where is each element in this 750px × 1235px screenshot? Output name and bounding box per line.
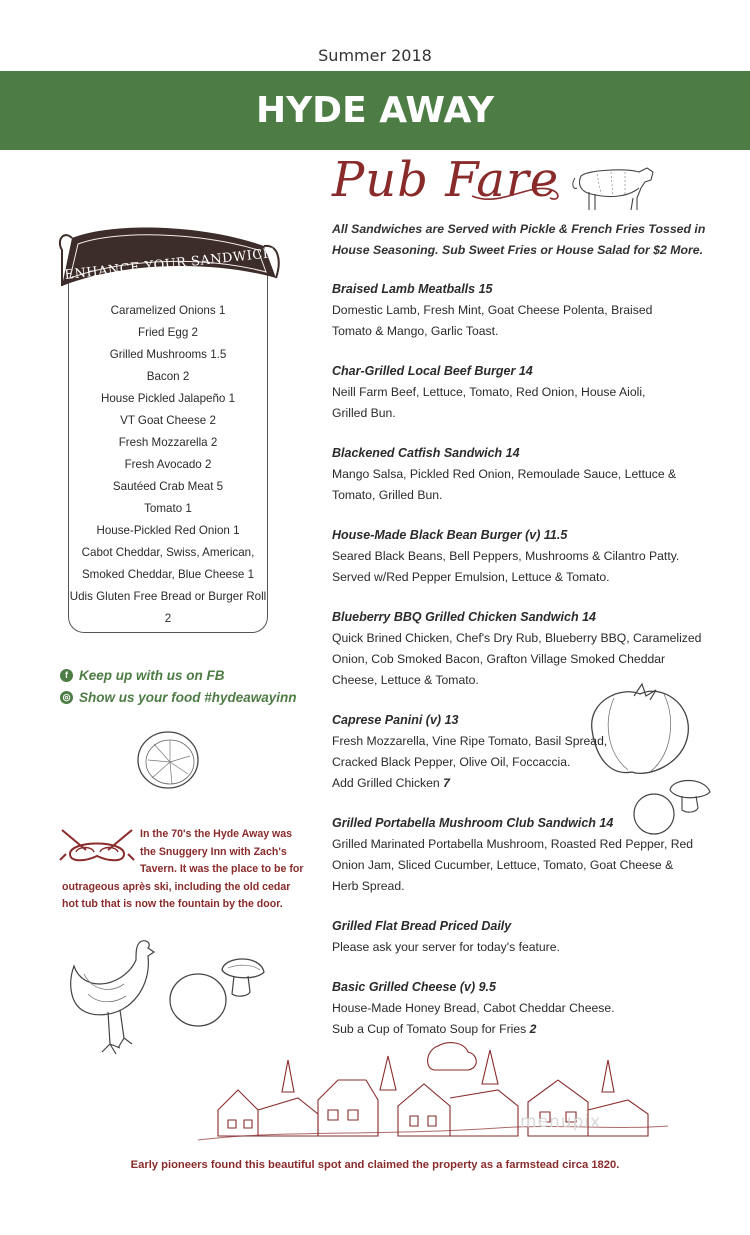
addon-label: Sub a Cup of Tomato Soup for Fries bbox=[332, 1022, 527, 1036]
history-line: hot tub that is now the fountain by the door. bbox=[62, 898, 283, 910]
tomato-sketch-icon bbox=[584, 680, 694, 780]
menu-item-description: Domestic Lamb, Fresh Mint, Goat Cheese Polenta, Braised bbox=[332, 303, 653, 317]
menu-item bbox=[332, 361, 722, 424]
hen-sketch-icon bbox=[64, 934, 160, 1064]
menu-item-name: Blueberry BBQ Grilled Chicken Sandwich bbox=[332, 610, 579, 624]
menu-item-name: House-Made Black Bean Burger (v) bbox=[332, 528, 541, 542]
facebook-text: Keep up with us on FB bbox=[79, 667, 225, 683]
menu-item-title bbox=[332, 916, 722, 937]
menu-item-description: Served w/Red Pepper Emulsion, Lettuce & Tomato. bbox=[332, 570, 610, 584]
menu-item-description: House-Made Honey Bread, Cabot Cheddar Cheese. bbox=[332, 1001, 615, 1015]
watermark: menupix bbox=[520, 1112, 602, 1132]
menu-item-description: Tomato, Grilled Bun. bbox=[332, 488, 443, 502]
menu-item-description: Onion, Cob Smoked Bacon, Grafton Village Smoked Cheddar bbox=[332, 652, 666, 666]
instagram-link[interactable] bbox=[60, 686, 297, 708]
section-intro: All Sandwiches are Served with Pickle & French Fries Tossed in House Seasoning. Sub Sweet Fries or House Salad for $2 More. bbox=[332, 222, 706, 257]
menu-item-description: Fresh Mozzarella, Vine Ripe Tomato, Basil Spread, bbox=[332, 734, 608, 748]
section-title: Pub Fare bbox=[332, 152, 560, 208]
menu-item-price: 14 bbox=[518, 364, 533, 378]
menu-item-price: 13 bbox=[444, 713, 459, 727]
menu-item-price: 14 bbox=[599, 816, 614, 830]
enhance-item: Caramelized Onions 1 bbox=[110, 304, 226, 317]
menu-item-price: 9.5 bbox=[478, 980, 496, 994]
enhance-item: Tomato 1 bbox=[144, 502, 192, 515]
addon-price: 7 bbox=[443, 776, 450, 790]
enhance-item: Fresh Mozzarella 2 bbox=[118, 436, 218, 449]
lemon-sketch-icon bbox=[132, 726, 204, 792]
enhance-title: ENHANCE YOUR SANDWICH bbox=[63, 246, 276, 284]
menu-item-description: Quick Brined Chicken, Chef's Dry Rub, Blueberry BBQ, Caramelized bbox=[332, 631, 702, 645]
menu-item-title bbox=[332, 279, 722, 300]
enhance-item: Udis Gluten Free Bread or Burger Roll 2 bbox=[69, 590, 267, 625]
header-banner bbox=[0, 71, 750, 150]
menu-item-title bbox=[332, 977, 722, 998]
enhance-item: Smoked Cheddar, Blue Cheese 1 bbox=[81, 568, 255, 581]
menu-item bbox=[332, 977, 722, 1040]
menu-item-description: Please ask your server for today's feature. bbox=[332, 940, 560, 954]
menu-item-price: 14 bbox=[505, 446, 520, 460]
menu-item bbox=[332, 916, 722, 958]
menu-item-description: Neill Farm Beef, Lettuce, Tomato, Red Onion, House Aioli, bbox=[332, 385, 646, 399]
menu-item-title bbox=[332, 443, 722, 464]
menu-item-title bbox=[332, 361, 722, 382]
menu-item-name: Braised Lamb Meatballs bbox=[332, 282, 476, 296]
menu-item-name: Blackened Catfish Sandwich bbox=[332, 446, 503, 460]
enhance-item: Fresh Avocado 2 bbox=[124, 458, 212, 471]
enhance-item: Sautéed Crab Meat 5 bbox=[112, 480, 224, 493]
menu-item-title bbox=[332, 525, 722, 546]
menu-item bbox=[332, 443, 722, 506]
enhance-item: House Pickled Jalapeño 1 bbox=[100, 392, 236, 405]
enhance-item: Cabot Cheddar, Swiss, American, bbox=[81, 546, 255, 559]
restaurant-title: HYDE AWAY bbox=[255, 90, 495, 131]
enhance-item: Fried Egg 2 bbox=[138, 326, 198, 339]
menu-item-name: Caprese Panini (v) bbox=[332, 713, 442, 727]
addon-price: 2 bbox=[529, 1022, 537, 1036]
menu-item-description: Seared Black Beans, Bell Peppers, Mushrooms & Cilantro Patty. bbox=[332, 549, 680, 563]
enhance-list bbox=[68, 300, 268, 630]
menu-item bbox=[332, 525, 722, 588]
menu-list bbox=[332, 279, 722, 1059]
addon-label: Add Grilled Chicken bbox=[332, 776, 440, 790]
menu-item bbox=[332, 607, 722, 691]
history-line: In the 70's the Hyde Away was bbox=[140, 828, 293, 840]
social-links bbox=[60, 664, 297, 708]
history-line: the Snuggery Inn with Zach's bbox=[140, 845, 287, 858]
season-label: Summer 2018 bbox=[318, 46, 432, 65]
menu-item-price: 11.5 bbox=[543, 528, 568, 542]
menu-item-price: 15 bbox=[478, 282, 493, 296]
menu-item-description: Onion Jam, Sliced Cucumber, Lettuce, Tomato, Goat Cheese & bbox=[332, 858, 674, 872]
enhance-item: Bacon 2 bbox=[146, 370, 190, 383]
menu-item bbox=[332, 279, 722, 342]
menu-item-price: 14 bbox=[582, 610, 596, 624]
menu-item-name: Grilled Portabella Mushroom Club Sandwich bbox=[332, 816, 596, 830]
menu-item-name: Basic Grilled Cheese (v) bbox=[332, 980, 476, 994]
facebook-link[interactable] bbox=[60, 664, 297, 686]
enhance-item: House-Pickled Red Onion 1 bbox=[96, 524, 240, 537]
menu-item-description: Mango Salsa, Pickled Red Onion, Remoulade Sauce, Lettuce & bbox=[332, 467, 677, 481]
menu-item-description: Grilled Bun. bbox=[332, 406, 396, 420]
menu-item-name: Char-Grilled Local Beef Burger bbox=[332, 364, 516, 378]
instagram-text: Show us your food #hydeawayinn bbox=[79, 689, 297, 705]
mushroom-right-sketch-icon bbox=[632, 772, 716, 838]
enhance-item: Grilled Mushrooms 1.5 bbox=[109, 348, 227, 361]
instagram-icon: ◎ bbox=[60, 691, 73, 704]
mushroom-sketch-icon bbox=[168, 950, 268, 1032]
menu-item-description: Tomato & Mango, Garlic Toast. bbox=[332, 324, 499, 338]
history-line: Tavern. It was the place to be for bbox=[140, 863, 304, 875]
enhance-ribbon bbox=[52, 220, 282, 305]
menu-item-title bbox=[332, 607, 722, 628]
facebook-icon: f bbox=[60, 669, 73, 682]
enhance-item: VT Goat Cheese 2 bbox=[120, 414, 216, 427]
menu-item-description: Herb Spread. bbox=[332, 879, 405, 893]
flourish-icon bbox=[470, 178, 570, 208]
footer-note: Early pioneers found this beautiful spot and claimed the property as a farmstead circa 1820. bbox=[130, 1159, 620, 1171]
menu-item-description: Cheese, Lettuce & Tomato. bbox=[332, 673, 479, 687]
cow-sketch-icon bbox=[567, 158, 657, 214]
village-sketch bbox=[198, 1040, 668, 1152]
history-note bbox=[62, 826, 312, 914]
menu-item-description: Cracked Black Pepper, Olive Oil, Foccaccia. bbox=[332, 755, 571, 769]
menu-item-description: Grilled Marinated Portabella Mushroom, Roasted Red Pepper, Red bbox=[332, 837, 694, 851]
history-line: outrageous après ski, including the old cedar bbox=[62, 880, 291, 893]
menu-item-addon bbox=[332, 1019, 722, 1040]
menu-item-name: Grilled Flat Bread Priced Daily bbox=[332, 919, 512, 933]
